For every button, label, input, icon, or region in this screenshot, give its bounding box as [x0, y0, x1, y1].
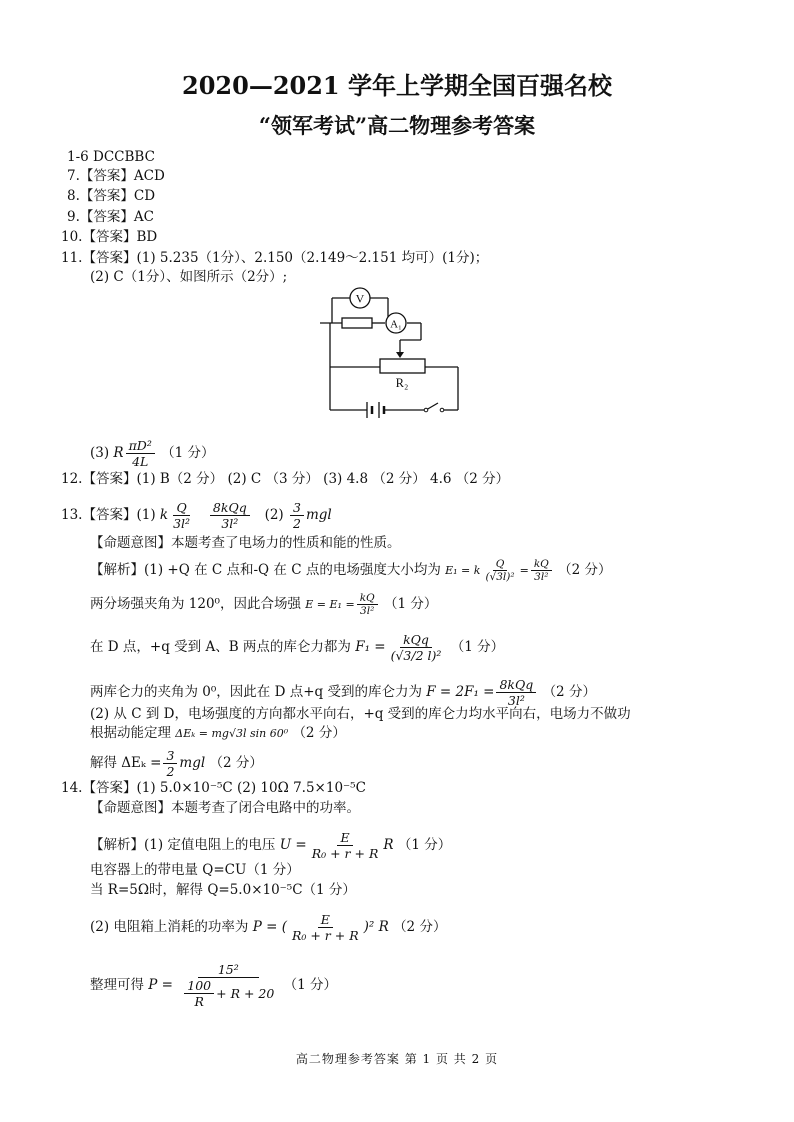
answer-q11-line1: 11.【答案】(1) 5.235（1分）、2.150（2.149～2.151 均可）(1分)；	[61, 250, 489, 266]
q14-analysis-1: 【解析】(1) 定值电阻上的电压 U = $\frac{E}{\text{R₀ + r + R}}$ R （1 分）	[90, 830, 452, 861]
q14-intent: 【命题意图】本题考查了闭合电路中的功率。	[90, 800, 360, 816]
resistor	[342, 318, 372, 328]
voltmeter-icon	[350, 288, 370, 308]
q13-analysis-3: 在 D 点，+q 受到 A、B 两点的库仑力都为 F₁ = $\frac{\text{kQq}}{\text{(√3/2 l)²}}$ （1 分）	[90, 632, 505, 663]
q13-analysis-1: 【解析】(1) +Q 在 C 点和-Q 在 C 点的电场强度大小均为 E₁ = k $\frac{Q}{\text{(√3l)²}}$ = $\frac{kQ}{\text{3l²}}$ （2 分）	[90, 558, 612, 583]
answer-q11-part3: (3) R $\frac{\text{πD²}}{4L}$ （1 分）	[90, 438, 215, 469]
answer-q8: 8.【答案】CD	[67, 188, 156, 204]
page-footer: 高二物理参考答案 第 1 页 共 2 页	[295, 1052, 499, 1066]
circuit-diagram	[320, 282, 470, 424]
switch-icon	[424, 408, 444, 412]
q13-analysis-2: 两分场强夹角为 120⁰，因此合场强 E = E₁ = $\frac{kQ}{\text{3l²}}$ （1 分）	[90, 592, 438, 617]
page-subtitle: “领军考试”高二物理参考答案	[258, 113, 536, 138]
mc-answers: 1-6 DCCBBC	[67, 149, 155, 165]
answer-q12: 12.【答案】(1) B（2 分） (2) C （3 分） (3) 4.8 （2 分） 4.6 （2 分）	[61, 471, 510, 487]
q14-analysis-4: (2) 电阻箱上消耗的功率为 P = ( $\frac{E}{\text{R₀ + r + R}}$ )² R （2 分）	[90, 912, 447, 943]
rheostat-label: R₂	[395, 376, 409, 390]
answer-q10: 10.【答案】BD	[61, 229, 158, 245]
answer-q7: 7.【答案】ACD	[67, 168, 165, 184]
svg-text:V: V	[355, 291, 365, 306]
q13-intent: 【命题意图】本题考查了电场力的性质和能的性质。	[90, 535, 401, 551]
ammeter-icon	[386, 313, 406, 333]
q13-analysis-4: 两库仑力的夹角为 0⁰，因此在 D 点+q 受到的库仑力为 F = 2F₁ = $\frac{\text{8kQq}}{\text{3l²}}$ （2 分）	[90, 677, 596, 708]
q13-analysis-5: (2) 从 C 到 D，电场强度的方向都水平向右，+q 受到的库仑力均水平向右，电场力不做功	[90, 706, 631, 722]
answer-q14: 14.【答案】(1) 5.0×10⁻⁵C (2) 10Ω 7.5×10⁻⁵C	[61, 780, 366, 796]
q14-analysis-5: 整理可得 P = 15² $\frac{100}{R}$ + R + 20 （1 分）	[90, 962, 338, 1009]
q13-analysis-7: 解得 ΔEₖ = $\frac{3}{2}$ mgl （2 分）	[90, 748, 263, 779]
q14-analysis-3: 当 R=5Ω时，解得 Q=5.0×10⁻⁵C（1 分）	[90, 882, 356, 898]
answer-q9: 9.【答案】AC	[67, 209, 154, 225]
answer-q13: 13.【答案】(1) k $\frac{Q}{\text{3l²}}$ $\frac{\text{8kQq}}{\text{3l²}}$ (2) $\frac{3}{2}$ mgl	[61, 500, 332, 531]
rheostat	[380, 359, 425, 373]
q14-analysis-2: 电容器上的带电量 Q=CU（1 分）	[90, 862, 300, 878]
page-title: 2020—2021 学年上学期全国百强名校	[182, 71, 612, 100]
q13-analysis-6: 根据动能定理 ΔEₖ = mg√3l sin 60⁰ （2 分）	[90, 725, 346, 741]
svg-text:A₁: A₁	[390, 318, 402, 331]
battery-icon	[367, 402, 384, 418]
answer-q11-line2: (2) C（1分）、如图所示（2分）;	[90, 269, 288, 285]
